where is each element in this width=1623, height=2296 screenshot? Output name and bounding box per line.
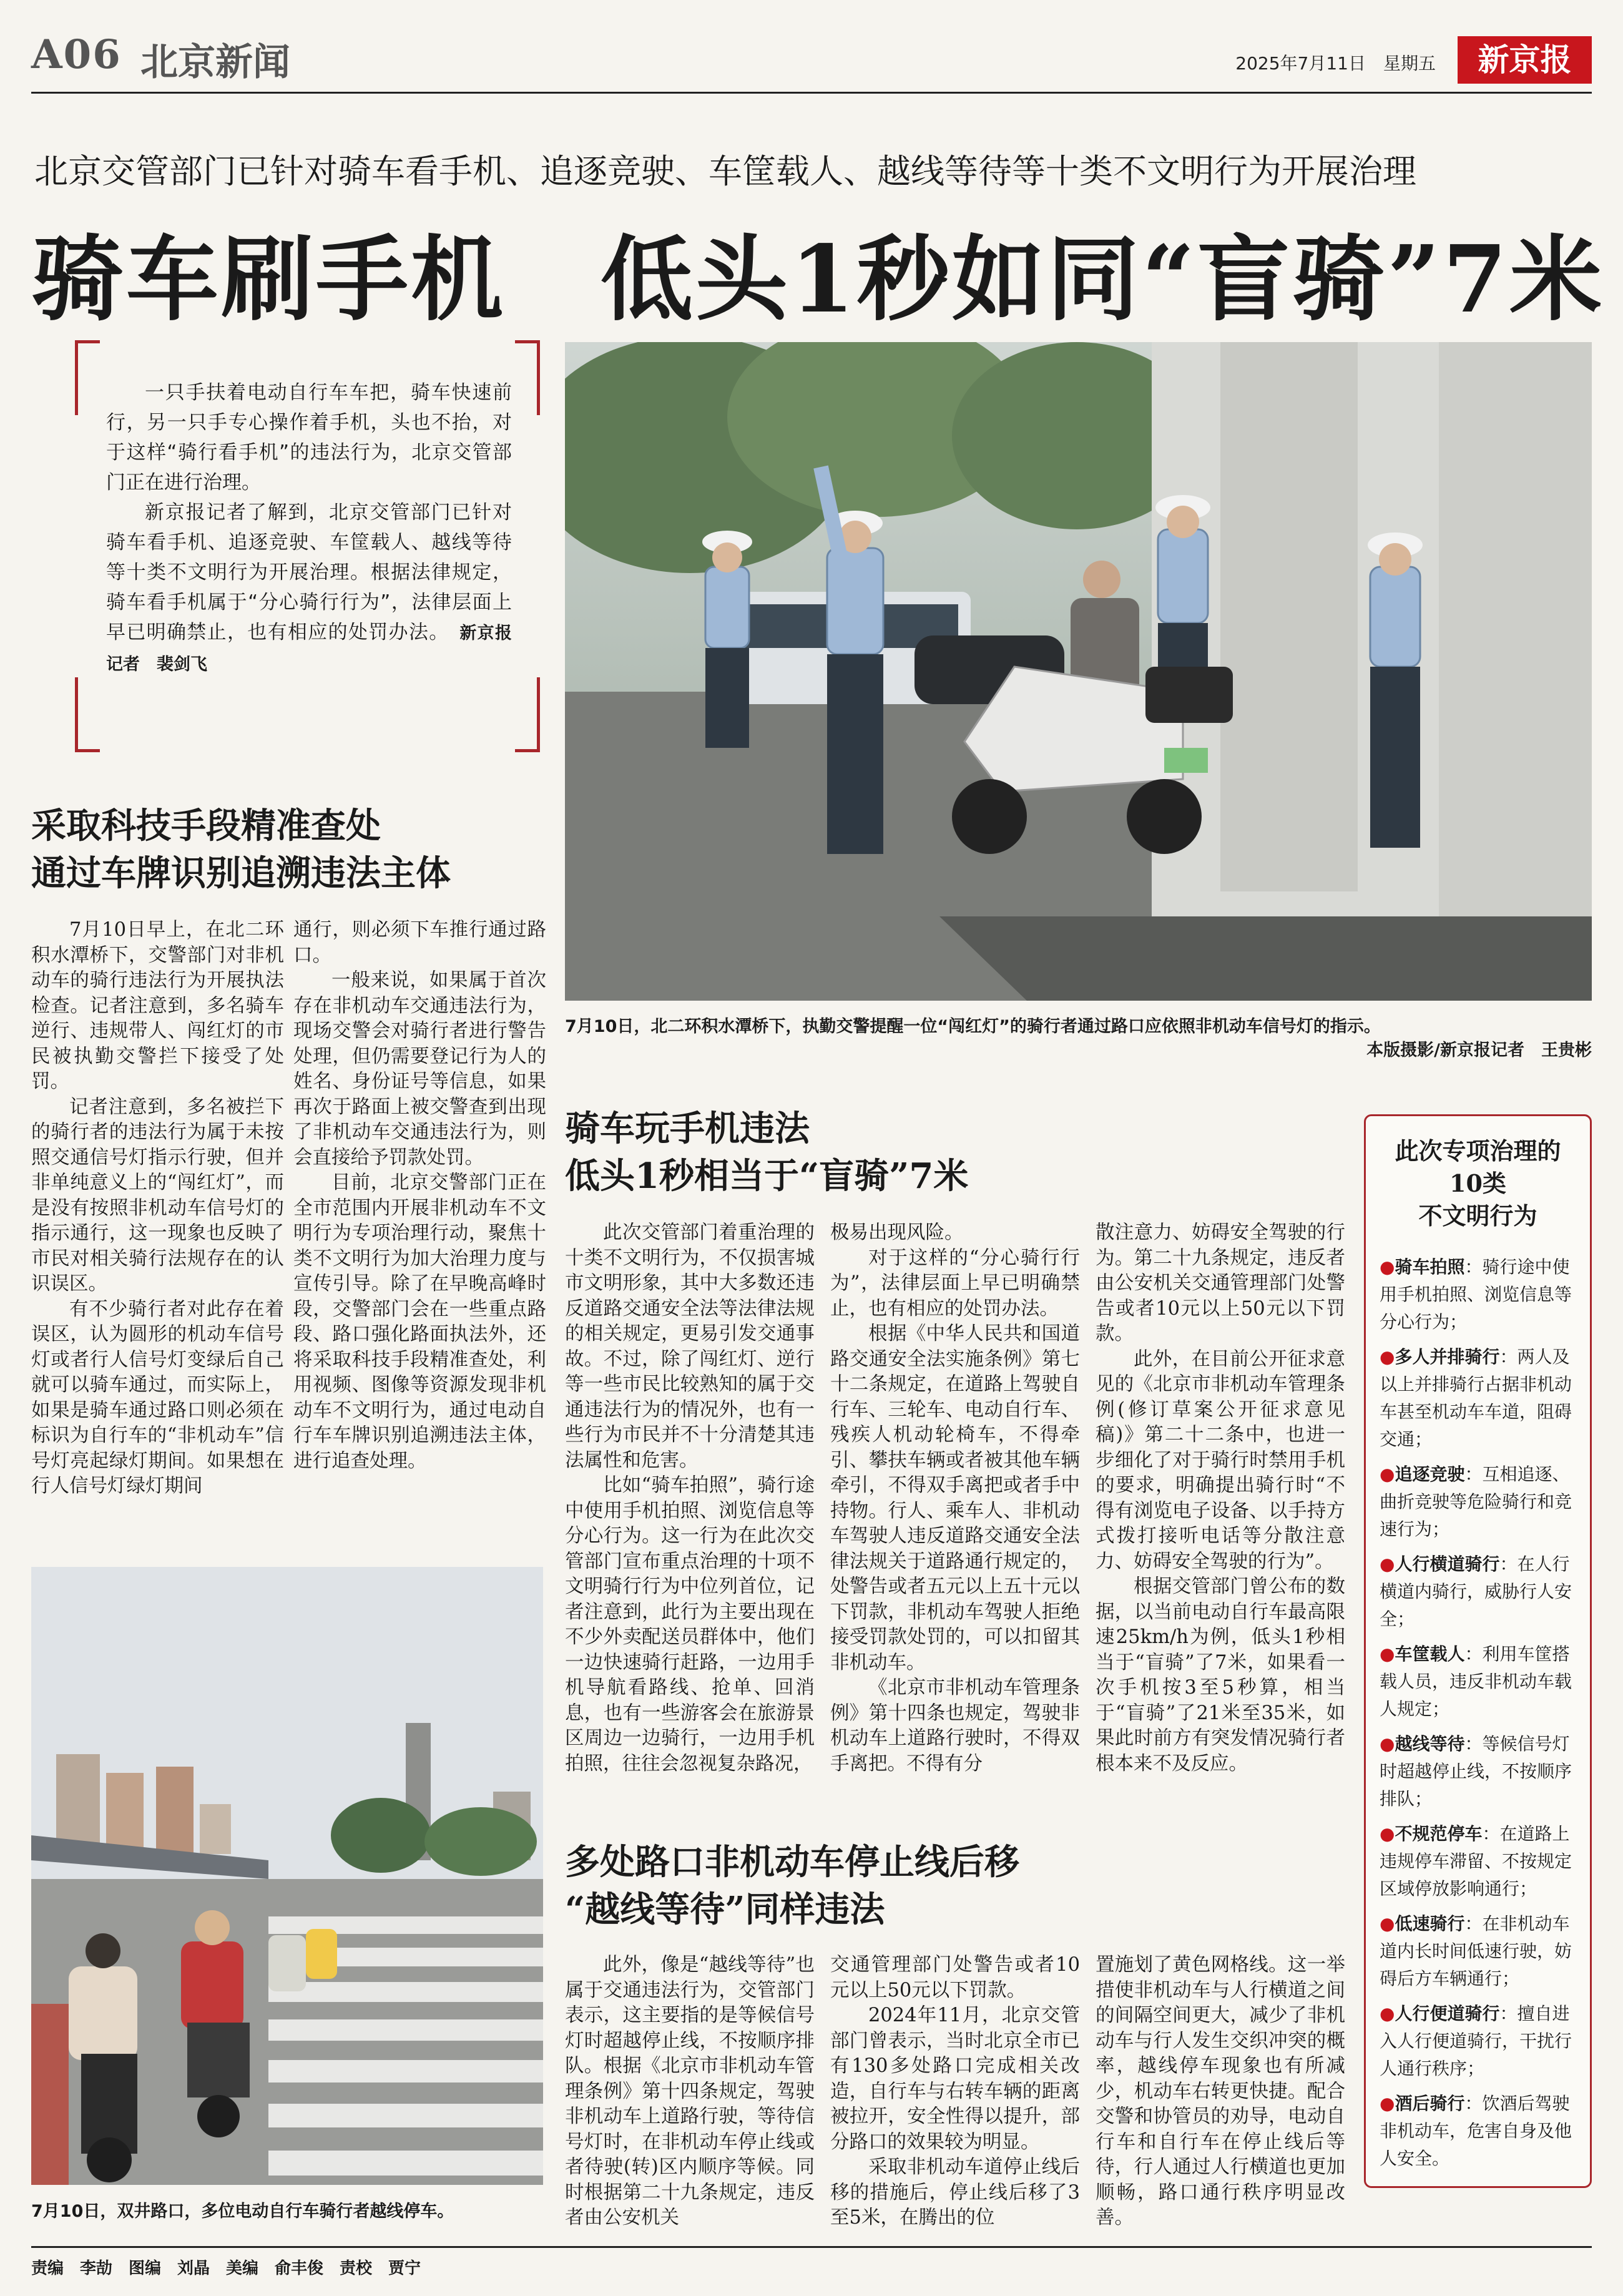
paragraph: 目前，北京交警部门正在全市范围内开展非机动车不文明行为专项治理行动，聚焦十类不文明行为加大治理力度与宣传引导。除了在早晚高峰时段，交警部门会在一些重点路段、路口强化路面执法外，还将采取科技手段精准查处，利用视频、图像等资源发现非机动车不文明行为，通过电动自行车车牌识别追溯违法主体，进行追查处理。 xyxy=(293,1172,546,1472)
sidebar-title: 此次专项治理的 10类 不文明行为 xyxy=(1395,1137,1561,1230)
violation-description: 擅自进入人行便道骑行，干扰行人通行秩序； xyxy=(1380,2003,1572,2079)
section1-column-1 xyxy=(31,918,284,1554)
section2-column-1 xyxy=(565,1220,815,1845)
paragraph: 此外，像是“越线等待”也属于交通违法行为，交管部门表示，这主要指的是等候信号灯时超越停止线，不按顺序排队。根据《北京市非机动车管理条例》第十四条规定，驾驶非机动车上道路行驶，等待信号灯时，在非机动车停止线或者待驶(转)区内顺序等候。同时根据第二十九条规定，违反者由公安机关 xyxy=(565,1954,815,2229)
intro-paragraph: 一只手扶着电动自行车车把，骑车快速前行，另一只手专心操作着手机，头也不抬，对于这样“骑行看手机”的违法行为，北京交管部门正在进行治理。 xyxy=(106,381,512,494)
editor-credits: 责编 李劼 图编 刘晶 美编 俞丰俊 责校 贾宁 xyxy=(31,2246,1592,2279)
intersection-photo xyxy=(31,1567,543,2185)
violation-name: 多人并排骑行 xyxy=(1395,1347,1500,1367)
police-photo xyxy=(565,342,1592,1001)
violation-item: ●多人并排骑行：两人及以上并排骑行占据非机动车甚至机动车车道，阻碍交通； xyxy=(1380,1347,1572,1450)
issue-date: 2025年7月11日 星期五 xyxy=(1235,53,1436,74)
violation-item: ●低速骑行：在非机动车道内长时间低速行驶，妨碍后方车辆通行； xyxy=(1380,1913,1572,1989)
intersection-illustration xyxy=(31,1567,543,2185)
kicker: 北京交管部门已针对骑车看手机、追逐竞驶、车筐载人、越线等待等十类不文明行为开展治理 xyxy=(34,152,1416,191)
violation-name: 人行便道骑行 xyxy=(1395,2003,1500,2024)
violation-description: 互相追逐、曲折竞驶等危险骑行和竞速行为； xyxy=(1380,1464,1572,1539)
bullet-icon: ● xyxy=(1380,2093,1395,2114)
violation-description: 在人行横道内骑行，威胁行人安全； xyxy=(1380,1554,1572,1629)
bracket-bottom-left xyxy=(75,677,100,752)
paragraph: 比如“骑车拍照”，骑行途中使用手机拍照、浏览信息等分心行为。这一行为在此次交管部门宣布重点治理的十项不文明骑行行为中位列首位，记者注意到，此行为主要出现在不少外卖配送员群体中，他们一边快速骑行赶路，一边用手机导航看路线、抢单、回消息，也有一些游客会在旅游景区周边一边骑行，一边用手机拍照，往往会忽视复杂路况， xyxy=(565,1474,815,1775)
violation-name: 人行横道骑行 xyxy=(1395,1554,1500,1574)
section1-column-2 xyxy=(293,918,546,1554)
sidebar-box xyxy=(1364,1114,1592,2188)
paragraph: 7月10日早上，在北二环积水潭桥下，交警部门对非机动车的骑行违法行为开展执法检查。记者注意到，多名骑车逆行、违规带人、闯红灯的市民被执勤交警拦下接受了处罚。 xyxy=(31,919,284,1092)
intro-byline: 新京报记者 裴剑飞 xyxy=(106,624,512,674)
paragraph: 交通管理部门处警告或者10元以上50元以下罚款。 xyxy=(830,1954,1080,2001)
violation-name: 车筐载人 xyxy=(1395,1644,1465,1664)
bullet-icon: ● xyxy=(1380,1464,1395,1484)
paragraph: 对于这样的“分心骑行行为”，法律层面上早已明确禁止，也有相应的处罚办法。 xyxy=(830,1247,1080,1320)
intro-text xyxy=(106,378,512,680)
bracket-top-right xyxy=(515,340,540,415)
paragraph: 散注意力、妨碍安全驾驶的行为。第二十九条规定，违反者由公安机关交通管理部门处警告或者10元以上50元以下罚款。 xyxy=(1096,1222,1345,1345)
intro-box xyxy=(75,340,540,752)
bracket-top-left xyxy=(75,340,100,415)
violation-item: ●追逐竞驶：互相追逐、曲折竞驶等危险骑行和竞速行为； xyxy=(1380,1464,1572,1539)
violation-description: 两人及以上并排骑行占据非机动车甚至机动车车道，阻碍交通； xyxy=(1380,1347,1572,1450)
paragraph: 有不少骑行者对此存在着误区，认为圆形的机动车信号灯或者行人信号灯变绿后自己就可以骑车通过，而实际上，如果是骑车通过路口则必须在标识为自行车的“非机动车”信号灯亮起绿灯期间。如果想在行人信号灯绿灯期间 xyxy=(31,1298,284,1497)
section3-column-1 xyxy=(565,1953,815,2237)
violation-item: ●骑车拍照：骑行途中使用手机拍照、浏览信息等分心行为； xyxy=(1380,1257,1572,1332)
paragraph: 根据交管部门曾公布的数据，以当前电动自行车最高限速25km/h为例，低头1秒相当于“盲骑”了7米，如果看一次手机按3至5秒算，相当于“盲骑”了21米至35米，如果此时前方有突发情况骑行者根本来不及反应。 xyxy=(1096,1576,1345,1775)
paragraph: 采取非机动车道停止线后移的措施后，停止线后移了3至5米，在腾出的位 xyxy=(830,2156,1080,2229)
section2-title: 骑车玩手机违法 低头1秒相当于“盲骑”7米 xyxy=(565,1108,969,1197)
paragraph: 2024年11月，北京交管部门曾表示，当时北京全市已有130多处路口完成相关改造，自行车与右转车辆的距离被拉开，安全性得以提升，部分路口的效果较为明显。 xyxy=(830,2004,1080,2153)
violation-name: 骑车拍照 xyxy=(1395,1257,1465,1277)
bullet-icon: ● xyxy=(1380,1644,1395,1664)
photo2-caption: 7月10日，双井路口，多位电动自行车骑行者越线停车。 xyxy=(31,2202,454,2221)
page-header xyxy=(31,25,1592,94)
paragraph: 通行，则必须下车推行通过路口。 xyxy=(293,919,546,966)
paragraph: 极易出现风险。 xyxy=(830,1222,964,1244)
section2-column-3 xyxy=(1096,1220,1345,1845)
violation-item: ●车筐载人：利用车筐搭载人员，违反非机动车载人规定； xyxy=(1380,1644,1572,1719)
violation-description: 利用车筐搭载人员，违反非机动车载人规定； xyxy=(1380,1644,1572,1719)
headline: 骑车刷手机 低头1秒如同“盲骑”7米 xyxy=(31,225,1605,333)
violation-name: 酒后骑行 xyxy=(1395,2093,1465,2114)
masthead-logo: 新京报 xyxy=(1458,36,1592,84)
bullet-icon: ● xyxy=(1380,1823,1395,1844)
page-number: A06 xyxy=(31,31,122,78)
sidebar-list xyxy=(1380,1253,1582,2180)
section-name: 北京新闻 xyxy=(140,41,290,84)
section2-column-2 xyxy=(830,1220,1080,1845)
violation-description: 在非机动车道内长时间低速行驶，妨碍后方车辆通行； xyxy=(1380,1913,1572,1989)
section1-title: 采取科技手段精准查处 通过车牌识别追溯违法主体 xyxy=(31,805,451,894)
violation-description: 在道路上违规停车滞留、不按规定区域停放影响通行； xyxy=(1380,1823,1572,1899)
paragraph: 记者注意到，多名被拦下的骑行者的违法行为属于未按照交通信号灯指示行驶，但并非单纯意义上的“闯红灯”，而是没有按照非机动车信号灯的指示通行，这一现象也反映了市民对相关骑行法规存在的认识误区。 xyxy=(31,1096,284,1295)
violation-item: ●人行便道骑行：擅自进入人行便道骑行，干扰行人通行秩序； xyxy=(1380,2003,1572,2079)
bullet-icon: ● xyxy=(1380,1554,1395,1574)
police-scene-illustration xyxy=(565,342,1592,1001)
section3-column-2 xyxy=(830,1953,1080,2237)
paragraph: 此外，在目前公开征求意见的《北京市非机动车管理条例(修订草案公开征求意见稿)》第二十二条中，也进一步细化了对于骑行时禁用手机的要求，明确提出骑行时“不得有浏览电子设备、以手持方式拨打接听电话等分散注意力、妨碍安全驾驶的行为”。 xyxy=(1096,1348,1345,1572)
photo1-caption: 7月10日，北二环积水潭桥下，执勤交警提醒一位“闯红灯”的骑行者通过路口应依照非机动车信号灯的指示。 xyxy=(565,1017,1381,1036)
violation-item: ●酒后骑行：饮酒后驾驶非机动车，危害自身及他人安全。 xyxy=(1380,2093,1572,2169)
bullet-icon: ● xyxy=(1380,1913,1395,1934)
violation-description: 等候信号灯时超越停止线，不按顺序排队； xyxy=(1380,1734,1572,1809)
violation-description: 骑行途中使用手机拍照、浏览信息等分心行为； xyxy=(1380,1257,1572,1332)
paragraph: 置施划了黄色网格线。这一举措使非机动车与人行横道之间的间隔空间更大，减少了非机动车与行人发生交织冲突的概率，越线停车现象也有所减少，机动车右转更快捷。配合交警和协管员的劝导，电动自行车和自行车在停止线后等待，行人通过人行横道也更加顺畅，路口通行秩序明显改善。 xyxy=(1096,1954,1345,2229)
photo1-credit: 本版摄影/新京报记者 王贵彬 xyxy=(1366,1041,1592,1060)
bullet-icon: ● xyxy=(1380,1257,1395,1277)
paragraph: 根据《中华人民共和国道路交通安全法实施条例》第七十二条规定，在道路上驾驶自行车、三轮车、电动自行车、残疾人机动轮椅车，不得牵引、攀扶车辆或者被其他车辆牵引，不得双手离把或者手中持物。行人、乘车人、非机动车驾驶人违反道路交通安全法律法规关于道路通行规定的，处警告或者五元以上五十元以下罚款，非机动车驾驶人拒绝接受罚款处罚的，可以扣留其非机动车。 xyxy=(830,1323,1080,1674)
bullet-icon: ● xyxy=(1380,1734,1395,1754)
violation-name: 不规范停车 xyxy=(1395,1823,1483,1844)
violation-description: 饮酒后驾驶非机动车，危害自身及他人安全。 xyxy=(1380,2093,1572,2169)
paragraph: 一般来说，如果属于首次存在非机动车交通违法行为，现场交警会对骑行者进行警告处理，但仍需要登记行为人的姓名、身份证号等信息，如果再次于路面上被交警查到出现了非机动车交通违法行为，则会直接给予罚款处罚。 xyxy=(293,969,546,1169)
intro-paragraph: 新京报记者了解到，北京交管部门已针对骑车看手机、追逐竞驶、车筐载人、越线等待等十类不文明行为开展治理。根据法律规定，骑车看手机属于“分心骑行行为”，法律层面上早已明确禁止，也有相应的处罚办法。 新京报记者 裴剑飞 xyxy=(106,501,512,674)
section3-column-3 xyxy=(1096,1953,1345,2237)
bracket-bottom-right xyxy=(515,677,540,752)
section3-title: 多处路口非机动车停止线后移 “越线等待”同样违法 xyxy=(565,1842,1019,1930)
violation-name: 追逐竞驶 xyxy=(1395,1464,1465,1484)
violation-name: 越线等待 xyxy=(1395,1734,1465,1754)
violation-item: ●人行横道骑行：在人行横道内骑行，威胁行人安全； xyxy=(1380,1554,1572,1629)
bullet-icon: ● xyxy=(1380,2003,1395,2024)
violation-item: ●不规范停车：在道路上违规停车滞留、不按规定区域停放影响通行； xyxy=(1380,1823,1572,1899)
violation-item: ●越线等待：等候信号灯时超越停止线，不按顺序排队； xyxy=(1380,1734,1572,1809)
bullet-icon: ● xyxy=(1380,1347,1395,1367)
paragraph: 此次交管部门着重治理的十类不文明行为，不仅损害城市文明形象，其中大多数还违反道路交通安全法等法律法规的相关规定，更易引发交通事故。不过，除了闯红灯、逆行等一些市民比较熟知的属于交通违法行为的情况外，也有一些行为市民并不十分清楚其违法属性和危害。 xyxy=(565,1222,815,1471)
paragraph: 《北京市非机动车管理条例》第十四条也规定，驾驶非机动车上道路行驶时，不得双手离把。不得有分 xyxy=(830,1677,1080,1775)
violation-name: 低速骑行 xyxy=(1395,1913,1465,1934)
